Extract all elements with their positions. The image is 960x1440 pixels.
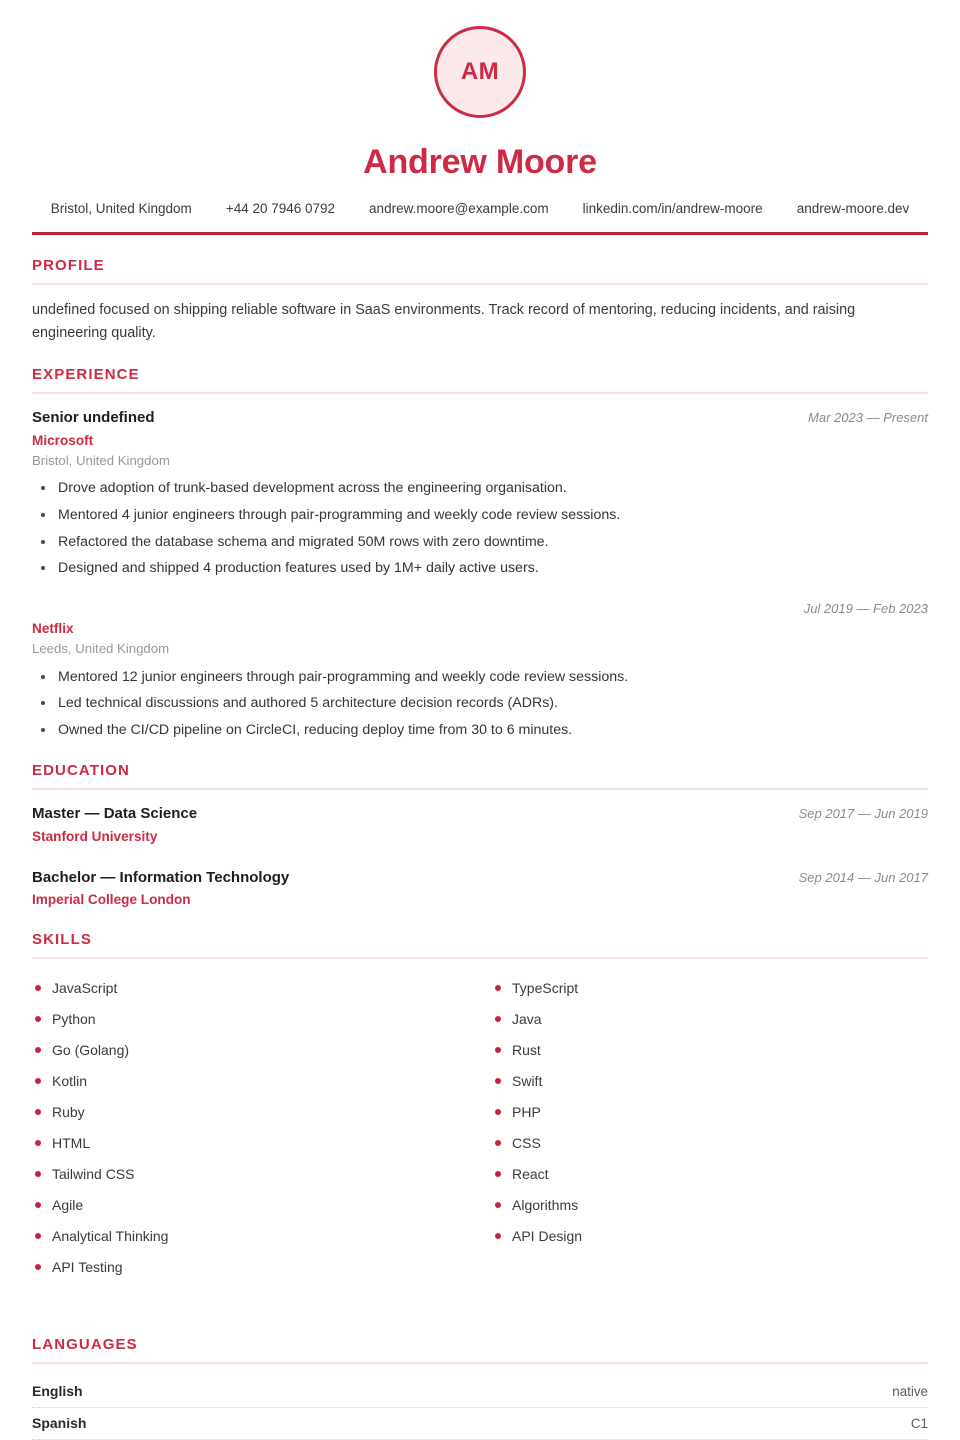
section-divider-skills — [32, 957, 928, 959]
header-divider — [32, 232, 928, 235]
section-divider-experience — [32, 392, 928, 394]
section-divider-languages — [32, 1362, 928, 1364]
experience-company: Microsoft — [32, 432, 94, 448]
experience-location: Leeds, United Kingdom — [32, 641, 170, 657]
contact-row — [32, 201, 928, 216]
skill-item: API Design — [492, 1221, 928, 1252]
section-profile — [32, 257, 928, 344]
skills-grid — [32, 973, 928, 1314]
avatar — [434, 26, 526, 118]
experience-entry-head — [32, 408, 928, 428]
list-item: Mentored 4 junior engineers through pair-programming and weekly code review sessions. — [32, 505, 928, 526]
skill-item: PHP — [492, 1097, 928, 1128]
experience-location: Bristol, United Kingdom — [32, 453, 170, 469]
skill-item: API Testing — [32, 1252, 468, 1283]
section-title-skills: SKILLS — [32, 930, 92, 948]
list-item: Led technical discussions and authored 5 architecture decision records (ADRs). — [32, 693, 928, 714]
section-languages — [32, 1336, 928, 1440]
skill-item: Tailwind CSS — [32, 1159, 468, 1190]
education-degree: Master — Data Science — [32, 805, 198, 823]
education-institution: Imperial College London — [32, 892, 191, 908]
skill-item: Go (Golang) — [32, 1035, 468, 1066]
skill-item: Analytical Thinking — [32, 1221, 468, 1252]
section-divider-profile — [32, 283, 928, 285]
skill-item: Agile — [32, 1190, 468, 1221]
education-institution: Stanford University — [32, 828, 158, 844]
resume-header — [32, 0, 928, 235]
skill-item: Java — [492, 1004, 928, 1035]
section-title-experience: EXPERIENCE — [32, 366, 140, 384]
section-skills — [32, 931, 928, 1314]
section-title-profile: PROFILE — [32, 257, 105, 275]
experience-entry — [32, 601, 928, 741]
contact-website[interactable]: andrew-moore.dev — [796, 201, 910, 217]
skill-item: Ruby — [32, 1097, 468, 1128]
contact-linkedin[interactable]: linkedin.com/in/andrew-moore — [582, 201, 763, 217]
language-name: Spanish — [32, 1414, 87, 1431]
education-entry-head — [32, 868, 928, 888]
skill-item: TypeScript — [492, 973, 928, 1004]
language-name: English — [32, 1382, 83, 1399]
experience-dates: Jul 2019 — Feb 2023 — [803, 600, 928, 616]
language-level: native — [892, 1383, 928, 1399]
education-dates: Sep 2017 — Jun 2019 — [798, 806, 928, 822]
contact-phone[interactable]: +44 20 7946 0792 — [225, 201, 336, 217]
list-item: Designed and shipped 4 production features used by 1M+ daily active users. — [32, 558, 928, 579]
skill-item: JavaScript — [32, 973, 468, 1004]
skill-item: Rust — [492, 1035, 928, 1066]
section-experience — [32, 366, 928, 740]
section-title-education: EDUCATION — [32, 762, 130, 780]
languages-list — [32, 1376, 928, 1440]
education-entry-head — [32, 804, 928, 824]
education-entry — [32, 804, 928, 845]
language-row — [32, 1408, 928, 1440]
avatar-initials: AM — [460, 58, 500, 85]
skill-item: React — [492, 1159, 928, 1190]
experience-entry-head — [32, 601, 928, 616]
language-row — [32, 1376, 928, 1408]
education-entry — [32, 868, 928, 909]
experience-bullets — [32, 478, 928, 578]
language-level: C1 — [910, 1415, 928, 1431]
list-item: Refactored the database schema and migrated 50M rows with zero downtime. — [32, 532, 928, 553]
education-dates: Sep 2014 — Jun 2017 — [798, 869, 928, 885]
profile-text: undefined focused on shipping reliable software in SaaS environments. Track record of mentoring, reducing incidents, and raising engineering quality. — [32, 302, 856, 341]
skill-item: CSS — [492, 1128, 928, 1159]
contact-location: Bristol, United Kingdom — [50, 201, 192, 217]
skill-item: HTML — [32, 1128, 468, 1159]
experience-bullets — [32, 667, 928, 741]
section-divider-education — [32, 788, 928, 790]
skill-item: Swift — [492, 1066, 928, 1097]
list-item: Owned the CI/CD pipeline on CircleCI, reducing deploy time from 30 to 6 minutes. — [32, 720, 928, 741]
page-title: Andrew Moore — [363, 143, 597, 181]
list-item: Mentored 12 junior engineers through pair-programming and weekly code review sessions. — [32, 667, 928, 688]
education-degree: Bachelor — Information Technology — [32, 868, 290, 886]
skill-item: Kotlin — [32, 1066, 468, 1097]
skill-item: Python — [32, 1004, 468, 1035]
section-title-languages: LANGUAGES — [32, 1335, 138, 1353]
section-education — [32, 762, 928, 908]
experience-position: Senior undefined — [32, 409, 155, 427]
experience-dates: Mar 2023 — Present — [808, 410, 928, 426]
experience-entry — [32, 408, 928, 579]
skill-item: Algorithms — [492, 1190, 928, 1221]
list-item: Drove adoption of trunk-based development across the engineering organisation. — [32, 478, 928, 499]
contact-email[interactable]: andrew.moore@example.com — [369, 201, 549, 217]
experience-company: Netflix — [32, 620, 74, 636]
